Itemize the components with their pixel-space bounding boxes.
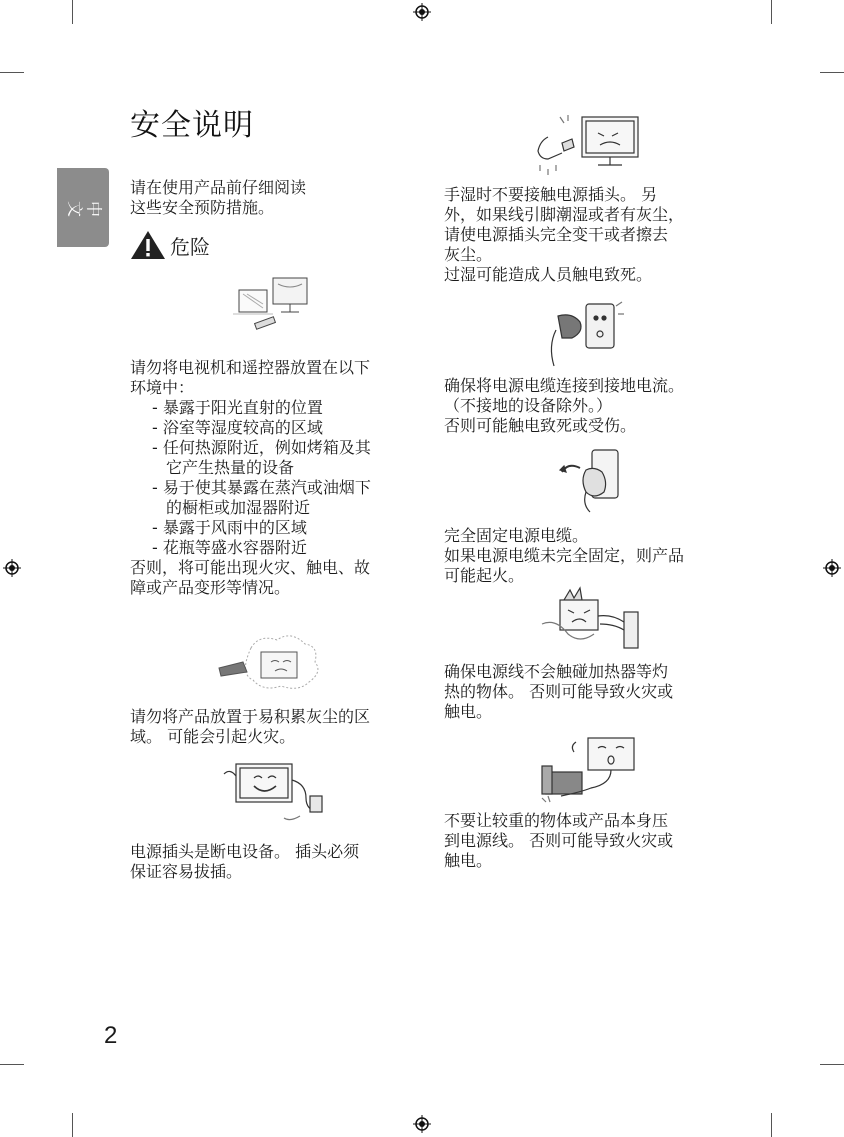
dusty-tv-illustration	[213, 630, 331, 692]
registration-mark-icon	[3, 559, 21, 577]
crop-mark	[72, 0, 73, 24]
plug-disconnect-note: 电源插头是断电设备。 插头必须 保证容易拔插。	[130, 842, 360, 881]
crop-mark	[0, 72, 24, 73]
secure-cable-warning: 完全固定电源电缆。 如果电源电缆未完全固定，则产品 可能起火。	[444, 526, 685, 585]
danger-label: 危险	[170, 234, 210, 259]
registration-mark-icon	[413, 1115, 431, 1133]
page-title: 安全说明	[130, 108, 254, 143]
wet-hands-warning: 手湿时不要接触电源插头。 另 外，如果线引脚潮湿或者有灰尘， 请使电源插头完全变干或者擦去 灰尘。 过湿可能造成人员触电致死。	[444, 185, 685, 284]
crop-mark	[820, 72, 844, 73]
dust-warning: 请勿将产品放置于易积累灰尘的区 域。 可能会引起火灾。	[130, 707, 371, 746]
list-item: - 暴露于风雨中的区域	[152, 518, 307, 537]
language-tab-label: 中文	[64, 198, 102, 217]
list-item: - 浴室等湿度较高的区域	[152, 418, 323, 437]
crop-mark	[820, 1064, 844, 1065]
list-item: - 任何热源附近，例如烤箱及其	[152, 438, 371, 457]
language-tab	[57, 168, 109, 247]
tv-plug-illustration	[218, 760, 328, 826]
crop-mark	[771, 0, 772, 24]
list-item: - 暴露于阳光直射的位置	[152, 398, 323, 417]
tv-sunlight-illustration	[233, 272, 313, 334]
secure-plug-illustration	[556, 446, 628, 514]
registration-mark-icon	[413, 3, 431, 21]
intro-text: 请在使用产品前仔细阅读 这些安全预防措施。	[130, 178, 307, 217]
heater-warning: 确保电源线不会触碰加热器等灼 热的物体。 否则可能导致火灾或 触电。	[444, 662, 674, 721]
list-item: - 花瓶等盛水容器附近	[152, 538, 307, 557]
heavy-object-warning: 不要让较重的物体或产品本身压 到电源线。 否则可能导致火灾或 触电。	[444, 811, 674, 870]
danger-heading	[130, 230, 210, 260]
grounded-outlet-illustration	[546, 300, 626, 370]
heavy-object-cable-illustration	[536, 736, 644, 806]
tv-environment-warning: 请勿将电视机和遥控器放置在以下 环境中： - 暴露于阳光直射的位置 - 浴室等湿度较高的区域 - 任何热源附近，例如烤箱及其 它产生热量的设备 - 易于使其暴露在蒸汽或油烟下 的橱柜或加湿器附近 - 暴露于风雨中的区域 - 花瓶等盛水容器附近 否则，将可能出现火灾、触电、故 障或产品变形等情况。	[130, 358, 420, 598]
grounding-warning: 确保将电源电缆连接到接地电流。 （不接地的设备除外。） 否则可能触电致死或受伤。	[444, 376, 685, 435]
crop-mark	[771, 1113, 772, 1137]
heater-cable-illustration	[538, 586, 642, 656]
crop-mark	[0, 1064, 24, 1065]
warning-triangle-icon	[130, 230, 166, 260]
list-item: - 易于使其暴露在蒸汽或油烟下	[152, 478, 371, 497]
wet-hand-plug-illustration	[526, 113, 648, 179]
registration-mark-icon	[823, 559, 841, 577]
crop-mark	[72, 1113, 73, 1137]
page-number: 2	[104, 1022, 118, 1049]
